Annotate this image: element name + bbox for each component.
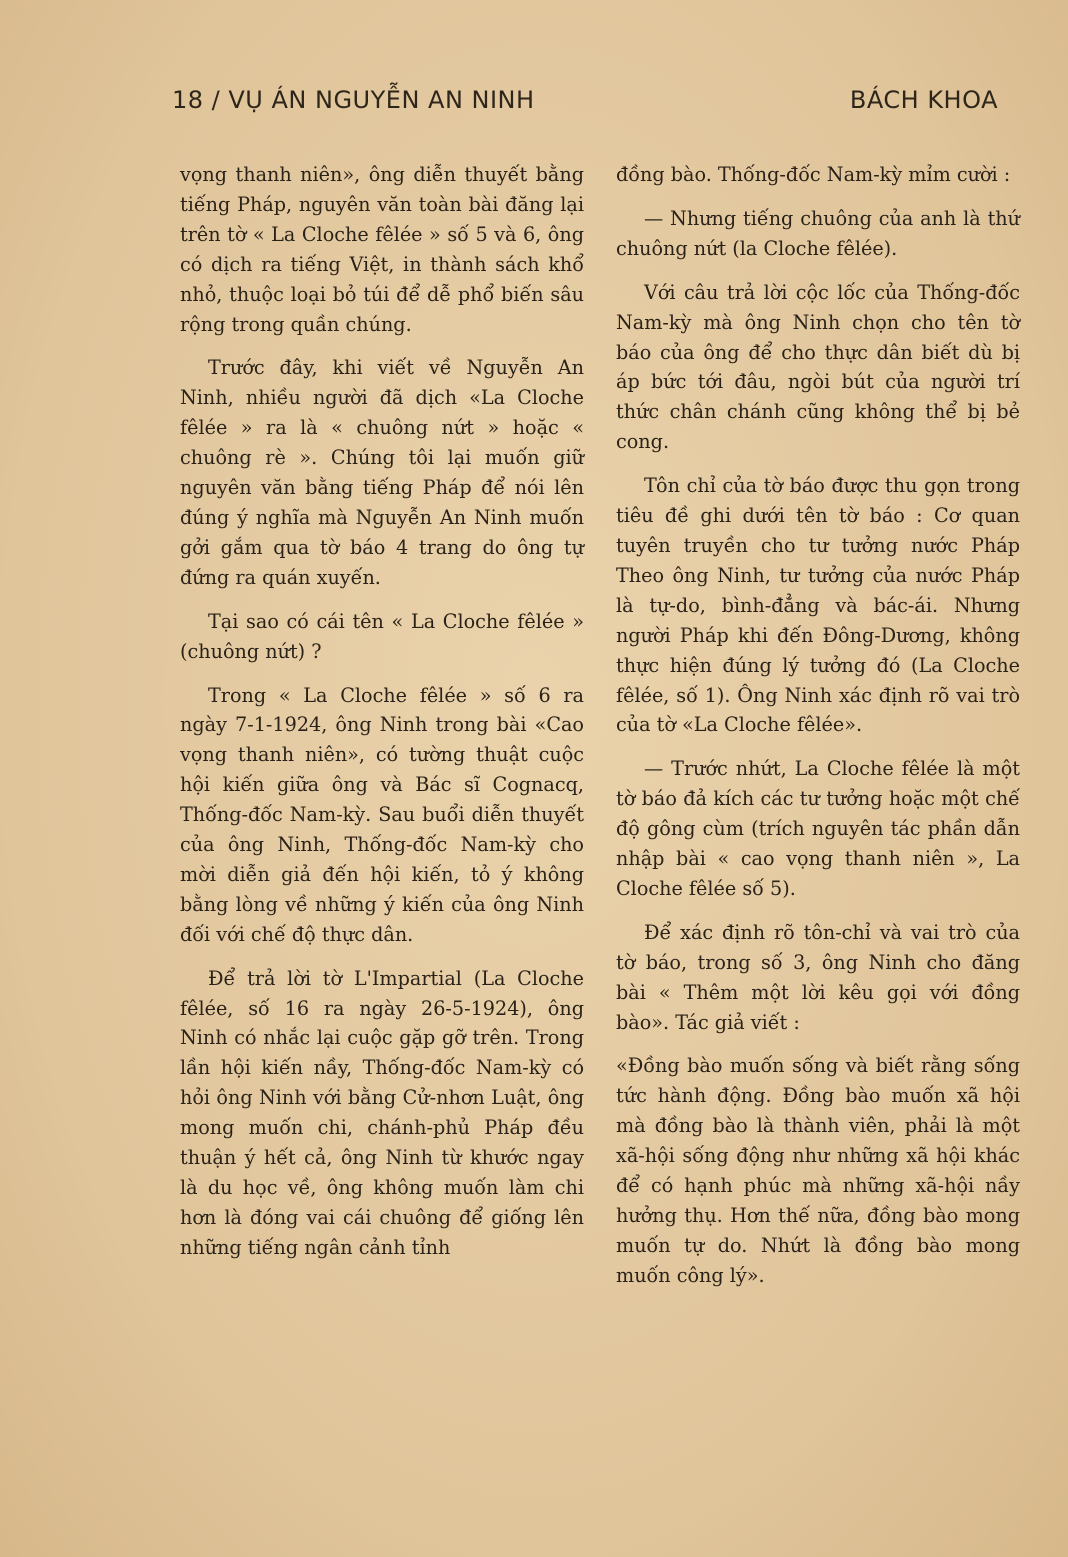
paragraph: Để trả lời tờ L'Impartial (La Cloche fêlée, số 16 ra ngày 26-5-1924), ông Ninh có nhắc lại cuộc gặp gỡ trên. Trong lần hội kiến nầy, Thống-đốc Nam-kỳ có hỏi ông Ninh với bằng Cử-nhơn Luật, ông mong muốn chi, chánh-phủ Pháp đều thuận ý hết cả, ông Ninh từ khước ngay là du học về, ông không muốn làm chi hơn là đóng vai cái chuông để giống lên những tiếng ngân cảnh tỉnh <box>180 966 584 1259</box>
paragraph: Để xác định rõ tôn-chỉ và vai trò của tờ báo, trong số 3, ông Ninh cho đăng bài « Thêm một lời kêu gọi với đồng bào». Tác giả viết : <box>616 920 1020 1034</box>
paragraph: Trong « La Cloche fêlée » số 6 ra ngày 7-1-1924, ông Ninh trong bài «Cao vọng thanh niên», có tường thuật cuộc hội kiến giữa ông và Bác sĩ Cognacq, Thống-đốc Nam-kỳ. Sau buổi diễn thuyết của ông Ninh, Thống-đốc Nam-kỳ cho mời diễn giả đến hội kiến, tỏ ý không bằng lòng về những ý kiến của ông Ninh đối với chế độ thực dân. <box>180 683 584 946</box>
text-columns <box>180 160 1020 1305</box>
paragraph: đồng bào. Thống-đốc Nam-kỳ mỉm cười : <box>616 163 1011 186</box>
paragraph: Tôn chỉ của tờ báo được thu gọn trong tiêu đề ghi dưới tên tờ báo : Cơ quan tuyên truyền cho tư tưởng nước Pháp Theo ông Ninh, tư tưởng của nước Pháp là tự-do, bình-đẳng và bác-ái. Nhưng người Pháp khi đến Đông-Dương, không thực hiện đúng lý tưởng đó (La Cloche fêlée, số 1). Ông Ninh xác định rõ vai trò của tờ «La Cloche fêlée». <box>616 474 1020 737</box>
left-column <box>180 160 584 1305</box>
publication-name: BÁCH KHOA <box>849 86 998 114</box>
running-title: 18 / VỤ ÁN NGUYỄN AN NINH <box>172 86 535 114</box>
paragraph: Tại sao có cái tên « La Cloche fêlée » (chuông nứt) ? <box>180 609 584 663</box>
paragraph: Với câu trả lời cộc lốc của Thống-đốc Nam-kỳ mà ông Ninh chọn cho tên tờ báo của ông để cho thực dân biết dù bị áp bức tới đâu, ngòi bút của người trí thức chân chánh cũng không thể bị bẻ cong. <box>616 280 1020 454</box>
paragraph: vọng thanh niên», ông diễn thuyết bằng tiếng Pháp, nguyên văn toàn bài đăng lại trên tờ « La Cloche fêlée » số 5 và 6, ông có dịch ra tiếng Việt, in thành sách khổ nhỏ, thuộc loại bỏ túi để dễ phổ biến sâu rộng trong quần chúng. <box>180 163 584 336</box>
page-header <box>172 86 998 114</box>
paragraph: Trước đây, khi viết về Nguyễn An Ninh, nhiều người đã dịch «La Cloche fêlée » ra là « chuông nứt » hoặc « chuông rè ». Chúng tôi lại muốn giữ nguyên văn bằng tiếng Pháp để nói lên đúng ý nghĩa mà Nguyễn An Ninh muốn gởi gắm qua tờ báo 4 trang do ông tự đứng ra quán xuyến. <box>180 356 584 589</box>
quote-paragraph: «Đồng bào muốn sống và biết rằng sống tức hành động. Đồng bào muốn xã hội mà đồng bào là thành viên, phải là một xã-hội sống động như những xã hội khác để có hạnh phúc mà những xã-hội nầy hưởng thụ. Hơn thế nữa, đồng bào mong muốn tự do. Nhứt là đồng bào mong muốn công lý». <box>616 1054 1020 1287</box>
right-column <box>616 160 1020 1305</box>
paragraph: — Trước nhứt, La Cloche fêlée là một tờ báo đả kích các tư tưởng hoặc một chế độ gông cùm (trích nguyên tác phần dẫn nhập bài « cao vọng thanh niên », La Cloche fêlée số 5). <box>616 757 1020 900</box>
paragraph: — Nhưng tiếng chuông của anh là thứ chuông nứt (la Cloche fêlée). <box>616 206 1020 260</box>
